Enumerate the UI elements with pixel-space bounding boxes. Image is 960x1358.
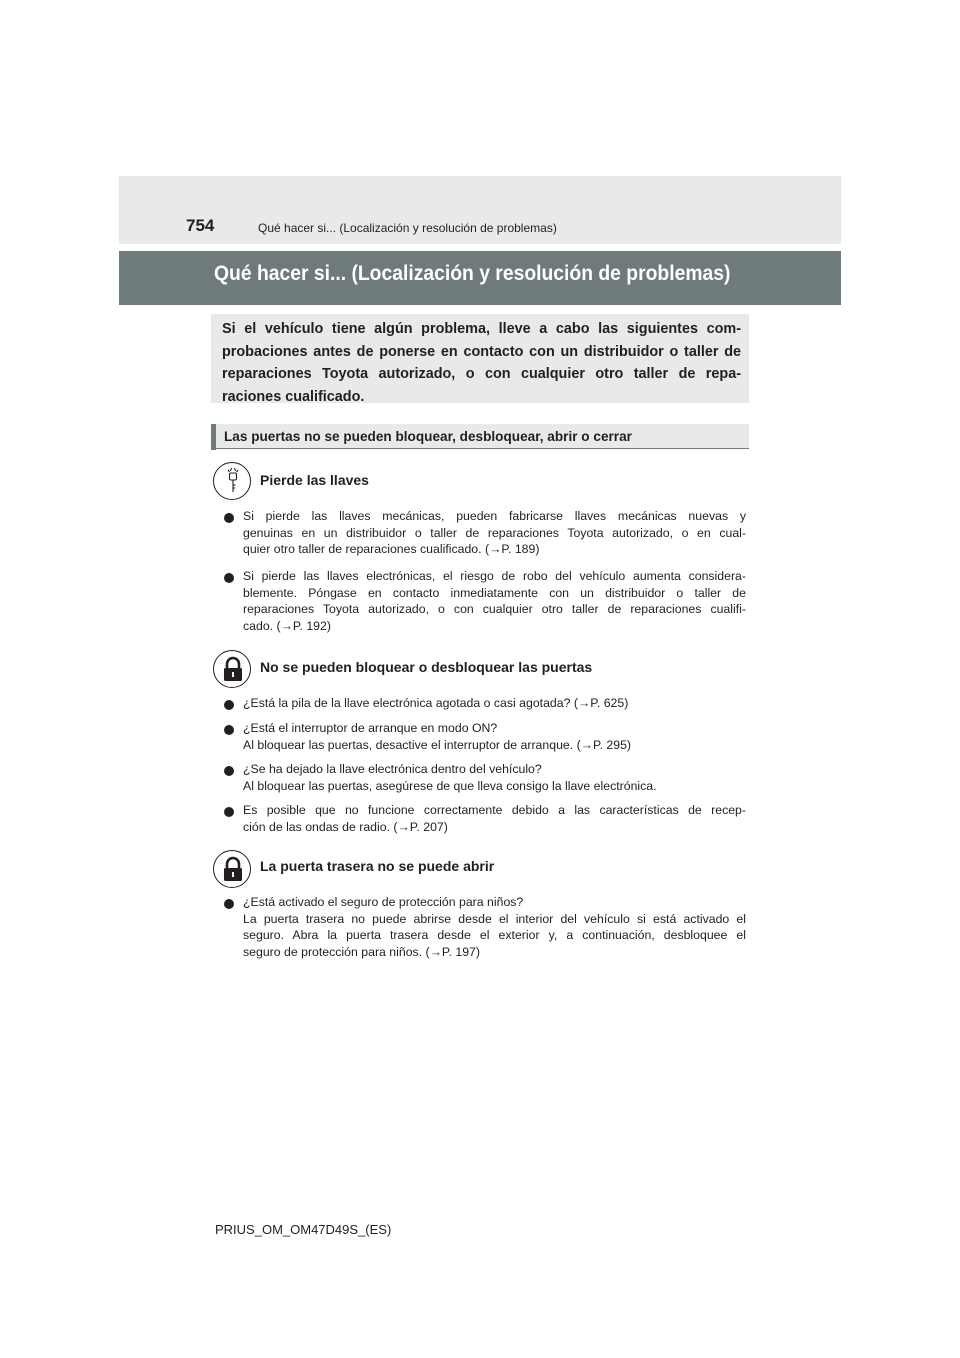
topic-heading: No se pueden bloquear o desbloquear las puertas — [260, 659, 593, 675]
list-item: ¿Está activado el seguro de protección para niños? La puerta trasera no puede abrirse desde el interior del vehículo si está activado el seguro. Abra la puerta trasera desde el exterior y, a continuación, desbloquee el seguro de protección para niños. (→P. 197) — [243, 895, 746, 959]
running-title: Qué hacer si... (Localización y resolución de problemas) — [258, 221, 557, 235]
list-item: ¿Está la pila de la llave electrónica agotada o casi agotada? (→P. 625) — [243, 696, 629, 710]
bullet — [224, 573, 234, 583]
page-number: 754 — [186, 216, 215, 235]
intro-text — [222, 318, 741, 408]
bullet — [224, 700, 234, 710]
subheading-accent — [211, 424, 216, 450]
intro-line: Si el vehículo tiene algún problema, lleve a cabo las siguientes com- — [222, 321, 741, 337]
bullet — [224, 766, 234, 776]
topic-heading: Pierde las llaves — [260, 472, 369, 488]
section-title: Qué hacer si... (Localización y resolución de problemas) — [214, 262, 731, 285]
list-item: ¿Está el interruptor de arranque en modo ON? Al bloquear las puertas, desactive el interruptor de arranque. (→P. 295) — [243, 721, 632, 752]
intro-line: probaciones antes de ponerse en contacto con un distribuidor o taller — [222, 343, 719, 360]
intro-line: raciones cualificado. — [222, 388, 365, 405]
list-item: Es posible que no funcione correctamente debido a las características de recep- ción de las ondas de radio. (→P. 207) — [243, 803, 746, 834]
topic-heading: La puerta trasera no se puede abrir — [260, 858, 495, 874]
lock-icon — [213, 650, 251, 688]
bullet — [224, 899, 234, 909]
bullet — [224, 807, 234, 817]
list-item: ¿Se ha dejado la llave electrónica dentro del vehículo? Al bloquear las puertas, asegúrese de que lleva consigo la llave electrónica. — [243, 762, 657, 793]
list-item: Si pierde las llaves mecánicas, pueden fabricarse llaves mecánicas nuevas y genuinas en un distribuidor o taller de reparaciones Toyota autorizado, o en cual- quier otro taller de reparaciones cualificado. (→P. 189) — [243, 509, 746, 557]
intro-line: de reparaciones Toyota autorizado, o con cualquier otro taller de repa- — [222, 343, 741, 382]
bullet — [224, 513, 234, 523]
lock-icon — [213, 850, 251, 888]
list-item: Si pierde las llaves electrónicas, el riesgo de robo del vehículo aumenta considera- blemente. Póngase en contacto inmediatamente con un distribuidor o taller de reparaciones Toyota autorizado, o con cualquier otro taller de reparaciones cualifi- cado. (→P. 192) — [243, 569, 746, 633]
bullet — [224, 725, 234, 735]
footer-code: PRIUS_OM_OM47D49S_(ES) — [215, 1222, 392, 1237]
key-icon — [213, 462, 251, 500]
subheading: Las puertas no se pueden bloquear, desbloquear, abrir o cerrar — [224, 429, 632, 444]
